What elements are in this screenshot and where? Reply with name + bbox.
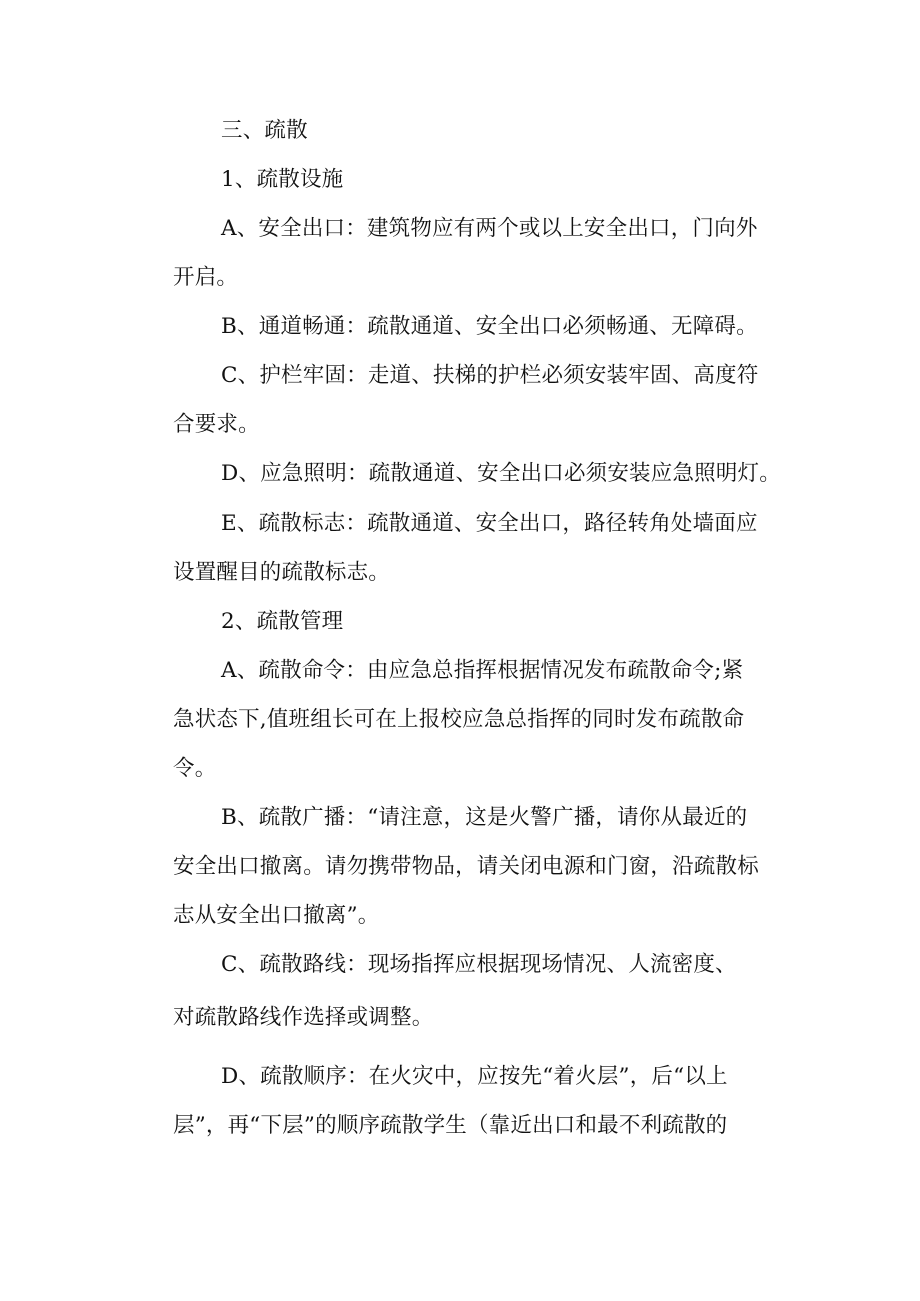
- paragraph-line: E、疏散标志：疏散通道、安全出口，路径转角处墙面应: [221, 511, 758, 536]
- paragraph-line: B、通道畅通：疏散通道、安全出口必须畅通、无障碍。: [221, 314, 758, 339]
- paragraph-line: 令。: [173, 756, 217, 781]
- paragraph-line: D、应急照明：疏散通道、安全出口必须安装应急照明灯。: [221, 461, 781, 486]
- paragraph-line: 开启。: [173, 265, 239, 290]
- paragraph-line: 急状态下,值班组长可在上报校应急总指挥的同时发布疏散命: [173, 707, 745, 732]
- section-heading: 三、疏散: [221, 118, 308, 143]
- paragraph-line: 层”，再“下层”的顺序疏散学生（靠近出口和最不利疏散的: [173, 1113, 728, 1138]
- subsection-heading-facilities: 1、疏散设施: [221, 167, 344, 192]
- paragraph-line: C、疏散路线：现场指挥应根据现场情况、人流密度、: [221, 952, 737, 977]
- paragraph-line: 安全出口撤离。请勿携带物品，请关闭电源和门窗，沿疏散标: [173, 854, 759, 879]
- paragraph-line: A、疏散命令：由应急总指挥根据情况发布疏散命令;紧: [221, 658, 744, 683]
- paragraph-line: 设置醒目的疏散标志。: [173, 560, 391, 585]
- paragraph-line: 对疏散路线作选择或调整。: [173, 1005, 434, 1030]
- paragraph-line: B、疏散广播：“请注意，这是火警广播，请你从最近的: [221, 805, 748, 830]
- paragraph-line: 合要求。: [173, 412, 260, 437]
- paragraph-line: 志从安全出口撤离”。: [173, 903, 380, 928]
- subsection-heading-management: 2、疏散管理: [221, 609, 344, 634]
- paragraph-line: C、护栏牢固：走道、扶梯的护栏必须安装牢固、高度符: [221, 363, 759, 388]
- paragraph-line: D、疏散顺序：在火灾中，应按先“着火层”，后“以上: [221, 1064, 728, 1089]
- paragraph-line: A、安全出口：建筑物应有两个或以上安全出口，门向外: [221, 216, 758, 241]
